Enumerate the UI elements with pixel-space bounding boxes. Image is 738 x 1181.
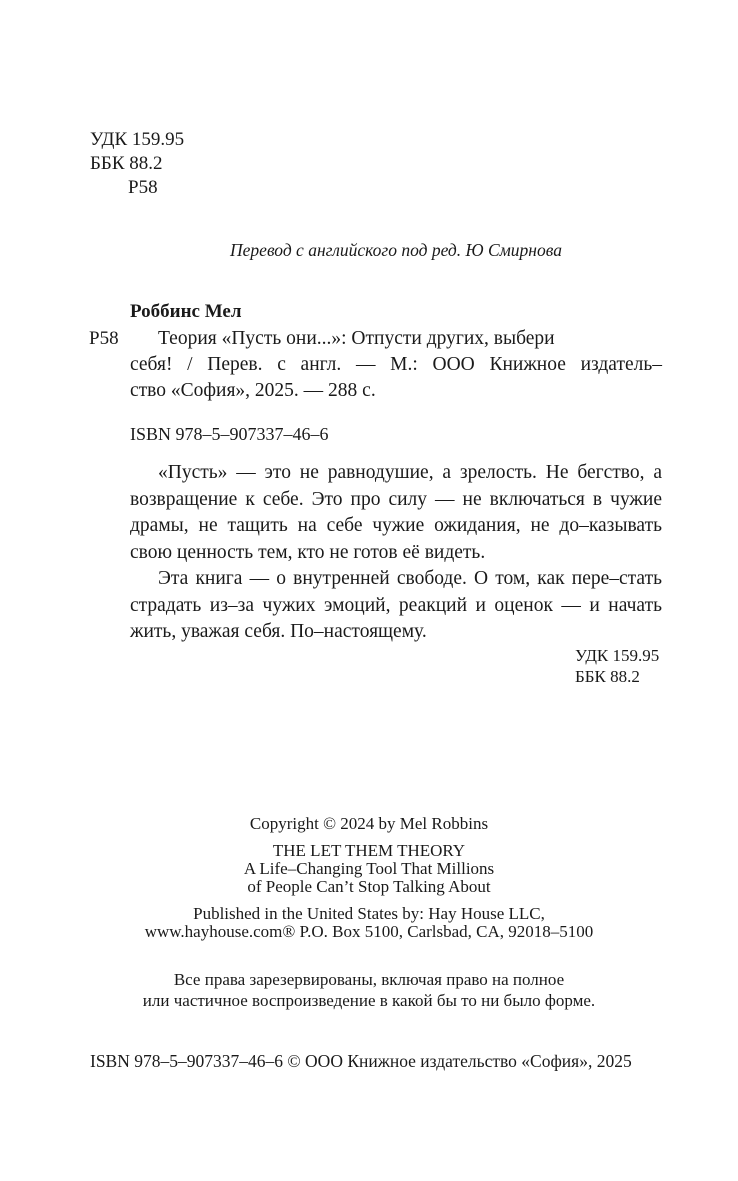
bbk-code-right: ББК 88.2	[575, 667, 640, 686]
translator-note: Перевод с английского под ред. Ю Смирнова	[230, 240, 562, 260]
original-subtitle-1: A Life–Changing Tool That Millions	[243, 859, 495, 878]
classification-right	[575, 645, 659, 687]
author-code-side: Р58	[89, 328, 119, 349]
rights-notice	[0, 969, 738, 1011]
publisher-line-1: Published in the United States by: Hay House LLC,	[193, 904, 545, 923]
udk-code: УДК 159.95	[90, 129, 185, 150]
rights-line-1: Все права зарезервированы, включая право на полное	[173, 970, 565, 989]
annotation-paragraph-1: «Пусть» — это не равнодушие, а зрелость. Не бегство, а возвращение к себе. Это про силу — не включаться в чужие драмы, не тащить на себе чужие ожидания, не до–казывать свою ценность тем, кто не готов её видеть.	[130, 462, 662, 563]
original-title: THE LET THEM THEORY	[272, 841, 466, 860]
udk-code-right: УДК 159.95	[575, 646, 660, 665]
author-code: Р58	[128, 177, 158, 198]
bottom-isbn-copyright: ISBN 978–5–907337–46–6 © ООО Книжное издательство «София», 2025	[90, 1051, 632, 1071]
original-subtitle-2: of People Can’t Stop Talking About	[247, 877, 491, 896]
rights-line-2: или частичное воспроизведение в какой бы то ни было форме.	[142, 991, 596, 1010]
classification-block	[90, 128, 184, 200]
annotation-paragraph-2: Эта книга — о внутренней свободе. О том, как пере–стать страдать из–за чужих эмоций, реакций и оценок — и начать жить, уважая себя. По–настоящему.	[130, 568, 662, 642]
biblio-line-2: себя! / Перев. с англ. — М.: ООО Книжное издатель–	[130, 354, 662, 375]
isbn: ISBN 978–5–907337–46–6	[130, 424, 329, 444]
copyright-block	[0, 815, 738, 941]
annotation	[130, 460, 662, 646]
biblio-line-3: ство «София», 2025. — 288 с.	[130, 380, 376, 401]
bbk-code: ББК 88.2	[90, 153, 163, 174]
biblio-line-1: Теория «Пусть они...»: Отпусти других, выбери	[158, 328, 555, 349]
copyright-line: Copyright © 2024 by Mel Robbins	[249, 814, 489, 833]
author-name: Роббинс Мел	[130, 301, 242, 322]
publisher-line-2: www.hayhouse.com® P.O. Box 5100, Carlsbad, CA, 92018–5100	[144, 922, 594, 941]
bibliographic-description	[130, 326, 662, 404]
